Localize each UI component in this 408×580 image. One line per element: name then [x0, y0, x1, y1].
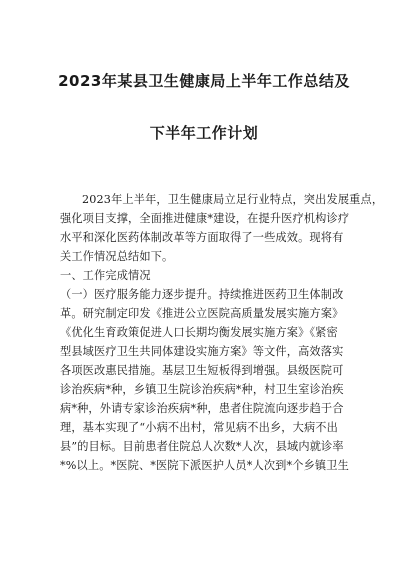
body-line: 型县域医疗卫生共同体建设实施方案》等文件，高效落实	[60, 345, 344, 358]
body-line: *%以上。*医院、*医院下派医护人员*人次到*个乡镇卫生	[60, 459, 349, 472]
body-line: 《优化生育政策促进人口长期均衡发展实施方案》《紧密	[60, 326, 338, 339]
document-title-line-1: 2023年某县卫生健康局上半年工作总结及	[58, 72, 350, 90]
body-line: 关工作情况总结如下。	[60, 250, 174, 263]
body-line: 县”的目标。目前患者住院总人次数*人次，县域内就诊率	[60, 440, 344, 453]
body-line: 强化项目支撑，全面推进健康*建设，在提升医疗机构诊疗	[60, 212, 350, 225]
body-line: 理，基本实现了“小病不出村，常见病不出乡，大病不出	[60, 421, 338, 434]
document-title-line-2: 下半年工作计划	[149, 124, 259, 142]
body-line: 病*种，外请专家诊治疾病*种，患者住院流向逐步趋于合	[60, 402, 344, 415]
body-line: 2023年上半年，卫生健康局立足行业特点，突出发展重点，	[82, 193, 384, 206]
body-line: 诊治疾病*种，乡镇卫生院诊治疾病*种，村卫生室诊治疾	[60, 383, 344, 396]
body-line: 革。研究制定印发《推进公立医院高质量发展实施方案》	[60, 307, 344, 320]
section-heading: 一、工作完成情况	[60, 269, 151, 282]
body-line: 水平和深化医药体制改革等方面取得了一些成效。现将有	[60, 231, 344, 244]
body-line: （一）医疗服务能力逐步提升。持续推进医药卫生体制改	[60, 288, 344, 301]
body-line: 各项医改惠民措施。基层卫生短板得到增强。县级医院可	[60, 364, 344, 377]
